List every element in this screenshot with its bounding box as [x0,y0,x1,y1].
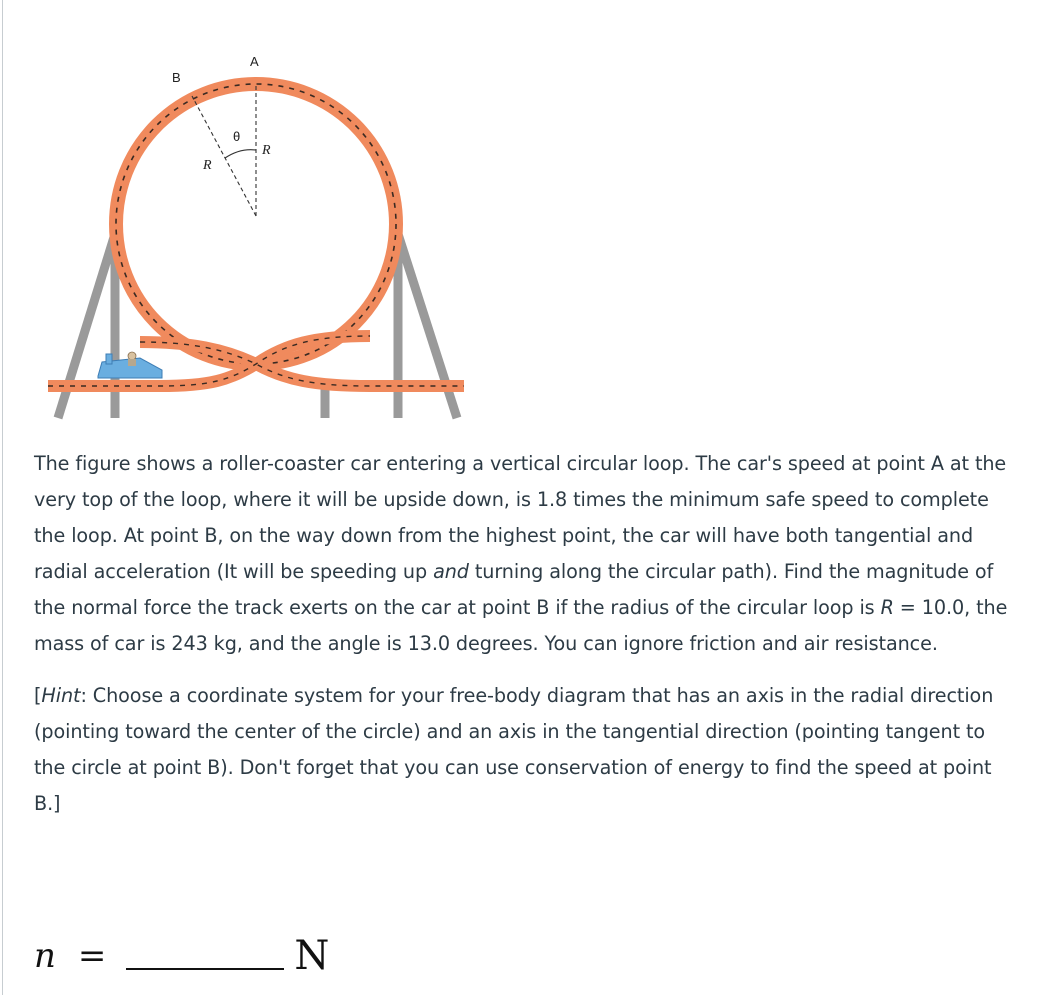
answer-variable: n [34,936,56,976]
radius-lines [192,84,256,216]
left-border [2,0,3,995]
question-text [34,446,1019,822]
radius-slant-label: R [203,158,212,173]
loop-track [116,84,396,364]
loop-diagram [40,44,470,424]
radius-symbol: R [880,596,894,619]
hint-label: Hint [41,684,81,707]
radius-vertical-label: R [262,143,271,158]
answer-row [34,928,329,978]
point-a-label: A [250,54,259,69]
roller-coaster-figure [40,44,470,424]
equals-sign: = [77,936,107,976]
point-b-label: B [172,70,181,85]
problem-statement: The figure shows a roller-coaster car entering a vertical circular loop. The car's speed at point A at the very top of the loop, where it will be upside down, is 1.8 times the minimum safe speed to complete the loop. At point B, on the way down from the highest point, the car will have both tangential and radial acceleration (It will be speeding up and turning along the circular path). Find the magnitude of the normal force the track exerts on the car at point B if the radius of the circular loop is R = 10.0, the mass of car is 243 kg, and the angle is 13.0 degrees. You can ignore friction and air resistance. [34,452,1008,655]
coaster-car [98,352,162,378]
answer-unit: N [294,933,330,979]
theta-label: θ [233,129,241,144]
emphasis-and: and [433,560,469,583]
hint-statement: [Hint: Choose a coordinate system for your free-body diagram that has an axis in the radial direction (pointing toward the center of the circle) and an axis in the tangential direction (pointing tangent to the circle at point B). Don't forget that you can use conservation of energy to find the speed at point B.] [34,684,994,815]
answer-input[interactable] [126,928,284,970]
